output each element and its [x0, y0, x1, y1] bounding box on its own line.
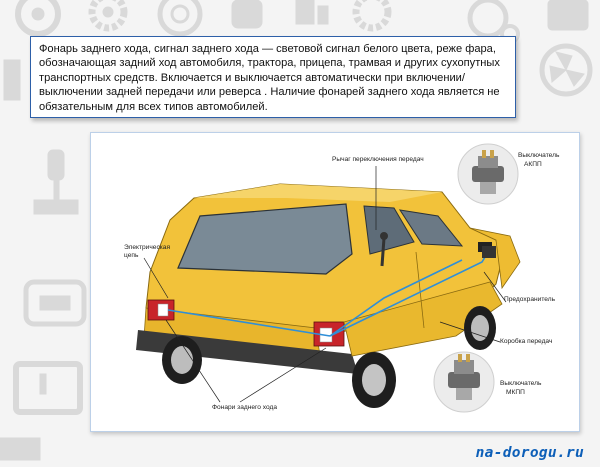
- label-fuse: Предохранитель: [504, 296, 556, 303]
- label-mkpp-line2: МКПП: [506, 389, 525, 396]
- description-text: Фонарь заднего хода, сигнал заднего хода — световой сигнал белого цвета, реже фара, обозначающая задний ход автомобиля, трактора, прицепа, трамвая и других сухопутных транспортных средств. Включается и выключается автоматически при включении/выключении задней передачи или реверса . Наличие фонарей заднего хода является не обязательным для всех типов автомобилей.: [39, 43, 500, 113]
- description-box: [30, 36, 516, 118]
- rear-wheel-right: [352, 352, 396, 408]
- fan-icon: [542, 46, 590, 94]
- piston-icon: [296, 0, 328, 24]
- label-circuit-line1: Электрическая: [124, 244, 171, 251]
- gear-icon: [356, 0, 388, 28]
- gear-shift-icon: [34, 150, 78, 214]
- akpp-switch-icon: [458, 144, 518, 204]
- piston-icon: [0, 438, 40, 460]
- label-akpp-line1: Выключатель: [518, 152, 560, 159]
- label-mkpp-line1: Выключатель: [500, 380, 542, 387]
- gear-icon: [92, 0, 124, 28]
- engine-warning-icon: [16, 364, 80, 412]
- label-circuit-line2: цепь: [124, 252, 139, 259]
- front-wheel: [464, 306, 496, 350]
- label-reverse-lights: Фонари заднего хода: [212, 404, 278, 411]
- site-watermark[interactable]: na-dorogu.ru: [475, 445, 584, 461]
- fuse: [482, 246, 496, 258]
- label-gearbox: Коробка передач: [500, 338, 553, 345]
- label-akpp-line2: АКПП: [524, 161, 542, 168]
- car-service-icon: [26, 282, 84, 324]
- brake-disc-icon: [160, 0, 200, 34]
- brake-disc-icon: [18, 0, 58, 34]
- rear-wheel: [162, 336, 202, 384]
- label-shift-lever: Рычаг переключения передач: [332, 156, 424, 163]
- piston-icon: [4, 60, 20, 100]
- filter-icon: [548, 0, 588, 30]
- filter-icon: [232, 0, 262, 28]
- mkpp-switch-icon: [434, 352, 494, 412]
